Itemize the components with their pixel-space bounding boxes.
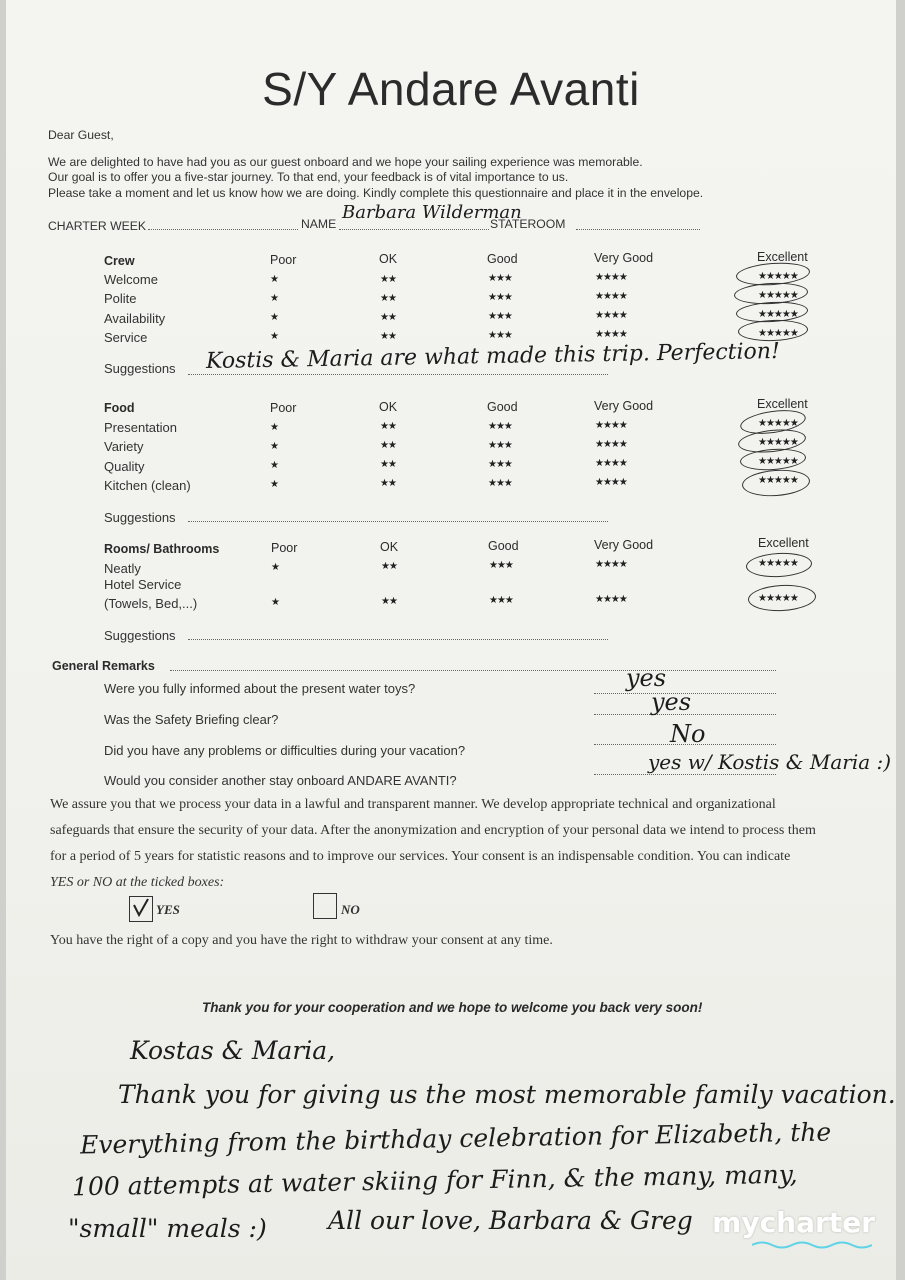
- star-rating-1[interactable]: ★: [270, 331, 278, 342]
- intro-line-2: Our goal is to offer you a five-star journey. To that end, your feedback is of vital importance to us.: [48, 170, 569, 184]
- crew-suggestions-line: [188, 374, 608, 375]
- crew-col-ok: OK: [379, 252, 398, 266]
- consent-yes-checkbox[interactable]: [129, 896, 153, 922]
- rooms-suggestions-line[interactable]: [188, 639, 608, 640]
- rooms-col-excellent: Excellent: [758, 536, 809, 550]
- star-rating-1[interactable]: ★: [270, 422, 278, 433]
- rooms-col-very-good: Very Good: [594, 538, 654, 552]
- crew-heading: Crew: [104, 254, 135, 268]
- star-rating-2[interactable]: ★★: [380, 459, 396, 470]
- stateroom-label: STATEROOM: [490, 217, 566, 231]
- rooms-heading: Rooms/ Bathrooms: [104, 542, 220, 556]
- food-heading: Food: [104, 401, 135, 415]
- consent-text-line-3: for a period of 5 years for statistic reasons and to improve our services. Your consent is an indispensable condition. You can indicate: [50, 849, 791, 864]
- note-line-6: All our love, Barbara & Greg: [328, 1206, 693, 1235]
- name-handwritten: Barbara Wilderman: [342, 202, 522, 223]
- star-rating-2[interactable]: ★★: [380, 293, 396, 304]
- star-rating-4[interactable]: ★★★★: [595, 594, 627, 605]
- food-col-poor: Poor: [270, 401, 297, 415]
- food-col-excellent: Excellent: [757, 397, 808, 411]
- name-line: [339, 229, 489, 230]
- rooms-item-neatly: Neatly: [104, 561, 141, 576]
- star-rating-5[interactable]: ★★★★★: [758, 290, 798, 301]
- star-rating-5[interactable]: ★★★★★: [758, 437, 798, 448]
- star-rating-1[interactable]: ★: [270, 274, 278, 285]
- charter-week-line: [148, 229, 298, 230]
- food-col-good: Good: [487, 400, 518, 414]
- food-item-variety: Variety: [104, 439, 144, 454]
- star-rating-2[interactable]: ★★: [380, 478, 396, 489]
- rooms-suggestions-label: Suggestions: [104, 628, 176, 643]
- food-col-ok: OK: [379, 400, 398, 414]
- consent-text-line-1: We assure you that we process your data in a lawful and transparent manner. We develop appropriate technical and organizational: [50, 797, 776, 812]
- remark-question-problems: Did you have any problems or difficulties during your vacation?: [104, 743, 466, 758]
- star-rating-3[interactable]: ★★★: [488, 421, 512, 432]
- star-rating-3[interactable]: ★★★: [488, 292, 512, 303]
- intro-line-1: We are delighted to have had you as our guest onboard and we hope your sailing experience was memorable.: [48, 155, 643, 169]
- logo-text: mycharter: [712, 1206, 875, 1239]
- consent-no-label: NO: [341, 902, 360, 917]
- crew-item-polite: Polite: [104, 291, 137, 306]
- greeting: Dear Guest,: [48, 128, 114, 142]
- star-rating-5[interactable]: ★★★★★: [758, 418, 798, 429]
- star-rating-1[interactable]: ★: [270, 479, 278, 490]
- note-line-2: Thank you for giving us the most memorable family vacation.: [118, 1080, 896, 1109]
- answer-line[interactable]: [594, 774, 776, 775]
- consent-text-line-2: safeguards that ensure the security of your data. After the anonymization and encryption of your personal data we intend to process them: [50, 823, 816, 838]
- charter-week-label: CHARTER WEEK: [48, 219, 146, 233]
- feedback-form-page: [6, 0, 896, 1280]
- star-rating-3[interactable]: ★★★: [488, 311, 512, 322]
- star-rating-4[interactable]: ★★★★: [595, 272, 627, 283]
- star-rating-5[interactable]: ★★★★★: [758, 456, 798, 467]
- note-line-5: "small" meals :): [68, 1214, 267, 1243]
- star-rating-4[interactable]: ★★★★: [595, 420, 627, 431]
- star-rating-1[interactable]: ★: [270, 441, 278, 452]
- star-rating-1[interactable]: ★: [270, 460, 278, 471]
- star-rating-1[interactable]: ★: [271, 597, 279, 608]
- star-rating-2[interactable]: ★★: [380, 312, 396, 323]
- star-rating-2[interactable]: ★★: [380, 440, 396, 451]
- answer-water-toys-handwritten: yes: [626, 664, 667, 692]
- star-rating-3[interactable]: ★★★: [489, 595, 513, 606]
- stateroom-line: [576, 229, 700, 230]
- food-suggestions-line[interactable]: [188, 521, 608, 522]
- consent-yes-label: YES: [156, 902, 180, 917]
- star-rating-1[interactable]: ★: [271, 562, 279, 573]
- star-rating-3[interactable]: ★★★: [488, 273, 512, 284]
- note-line-1: Kostas & Maria,: [130, 1036, 336, 1065]
- star-rating-4[interactable]: ★★★★: [595, 458, 627, 469]
- crew-col-poor: Poor: [270, 253, 297, 267]
- name-label: NAME: [301, 217, 337, 231]
- remark-question-water-toys: Were you fully informed about the present water toys?: [104, 681, 416, 696]
- rooms-item-towels-bed: (Towels, Bed,...): [104, 596, 198, 611]
- crew-item-welcome: Welcome: [104, 272, 158, 287]
- star-rating-1[interactable]: ★: [270, 293, 278, 304]
- crew-col-excellent: Excellent: [757, 250, 808, 264]
- food-item-kitchen: Kitchen (clean): [104, 478, 191, 493]
- star-rating-2[interactable]: ★★: [380, 274, 396, 285]
- general-remarks-heading: General Remarks: [52, 659, 155, 673]
- consent-no-checkbox[interactable]: [313, 893, 337, 919]
- answer-problems-handwritten: No: [670, 720, 706, 748]
- star-rating-4[interactable]: ★★★★: [595, 477, 627, 488]
- star-rating-4[interactable]: ★★★★: [595, 310, 627, 321]
- rooms-col-good: Good: [488, 539, 519, 553]
- food-item-quality: Quality: [104, 459, 145, 474]
- star-rating-2[interactable]: ★★: [380, 331, 396, 342]
- crew-item-availability: Availability: [104, 311, 166, 326]
- page-title: S/Y Andare Avanti: [262, 63, 640, 115]
- star-rating-5[interactable]: ★★★★★: [758, 309, 798, 320]
- star-rating-3[interactable]: ★★★: [488, 330, 512, 341]
- checkmark-icon: [130, 897, 152, 921]
- rooms-item-hotel-service: Hotel Service: [104, 577, 182, 592]
- crew-item-service: Service: [104, 330, 148, 345]
- general-remarks-line[interactable]: [170, 670, 776, 671]
- crew-suggestions-label: Suggestions: [104, 361, 176, 376]
- crew-col-good: Good: [487, 252, 518, 266]
- crew-suggestion-handwritten: Kostis & Maria are what made this trip. Perfection!: [205, 338, 781, 375]
- consent-rights-text: You have the right of a copy and you have the right to withdraw your consent at any time.: [50, 933, 553, 948]
- star-rating-2[interactable]: ★★: [380, 421, 396, 432]
- food-item-presentation: Presentation: [104, 420, 177, 435]
- food-col-very-good: Very Good: [594, 399, 654, 413]
- star-rating-3[interactable]: ★★★: [488, 459, 512, 470]
- rooms-col-ok: OK: [380, 540, 399, 554]
- handwritten-circle-mark: [745, 551, 812, 578]
- handwritten-circle-mark: [741, 468, 811, 499]
- star-rating-4[interactable]: ★★★★: [595, 439, 627, 450]
- rooms-col-poor: Poor: [271, 541, 298, 555]
- mycharter-logo: [712, 1206, 875, 1239]
- star-rating-1[interactable]: ★: [270, 312, 278, 323]
- handwritten-circle-mark: [747, 583, 816, 613]
- star-rating-2[interactable]: ★★: [381, 596, 397, 607]
- note-line-4: 100 attempts at water skiing for Finn, & the many, many,: [71, 1159, 798, 1202]
- star-rating-2[interactable]: ★★: [381, 561, 397, 572]
- star-rating-4[interactable]: ★★★★: [595, 291, 627, 302]
- thank-you-message: Thank you for your cooperation and we hope to welcome you back very soon!: [202, 1000, 703, 1015]
- remark-question-safety-briefing: Was the Safety Briefing clear?: [104, 712, 279, 727]
- answer-safety-briefing-handwritten: yes: [651, 688, 692, 716]
- star-rating-5[interactable]: ★★★★★: [758, 593, 798, 604]
- star-rating-5[interactable]: ★★★★★: [758, 328, 798, 339]
- star-rating-5[interactable]: ★★★★★: [758, 558, 798, 569]
- crew-col-very-good: Very Good: [594, 251, 654, 265]
- star-rating-3[interactable]: ★★★: [488, 440, 512, 451]
- remark-question-another-stay: Would you consider another stay onboard ANDARE AVANTI?: [104, 773, 457, 788]
- star-rating-5[interactable]: ★★★★★: [758, 271, 798, 282]
- star-rating-4[interactable]: ★★★★: [595, 559, 627, 570]
- star-rating-4[interactable]: ★★★★: [595, 329, 627, 340]
- food-suggestions-label: Suggestions: [104, 510, 176, 525]
- consent-text-line-4: YES or NO at the ticked boxes:: [50, 875, 225, 890]
- note-line-3: Everything from the birthday celebration for Elizabeth, the: [79, 1117, 832, 1160]
- wave-icon: [752, 1240, 872, 1250]
- star-rating-3[interactable]: ★★★: [488, 478, 512, 489]
- star-rating-5[interactable]: ★★★★★: [758, 475, 798, 486]
- intro-line-3: Please take a moment and let us know how we are doing. Kindly complete this questionnaire and place it in the envelope.: [48, 186, 704, 200]
- star-rating-3[interactable]: ★★★: [489, 560, 513, 571]
- answer-another-stay-handwritten: yes w/ Kostis & Maria :): [648, 750, 892, 774]
